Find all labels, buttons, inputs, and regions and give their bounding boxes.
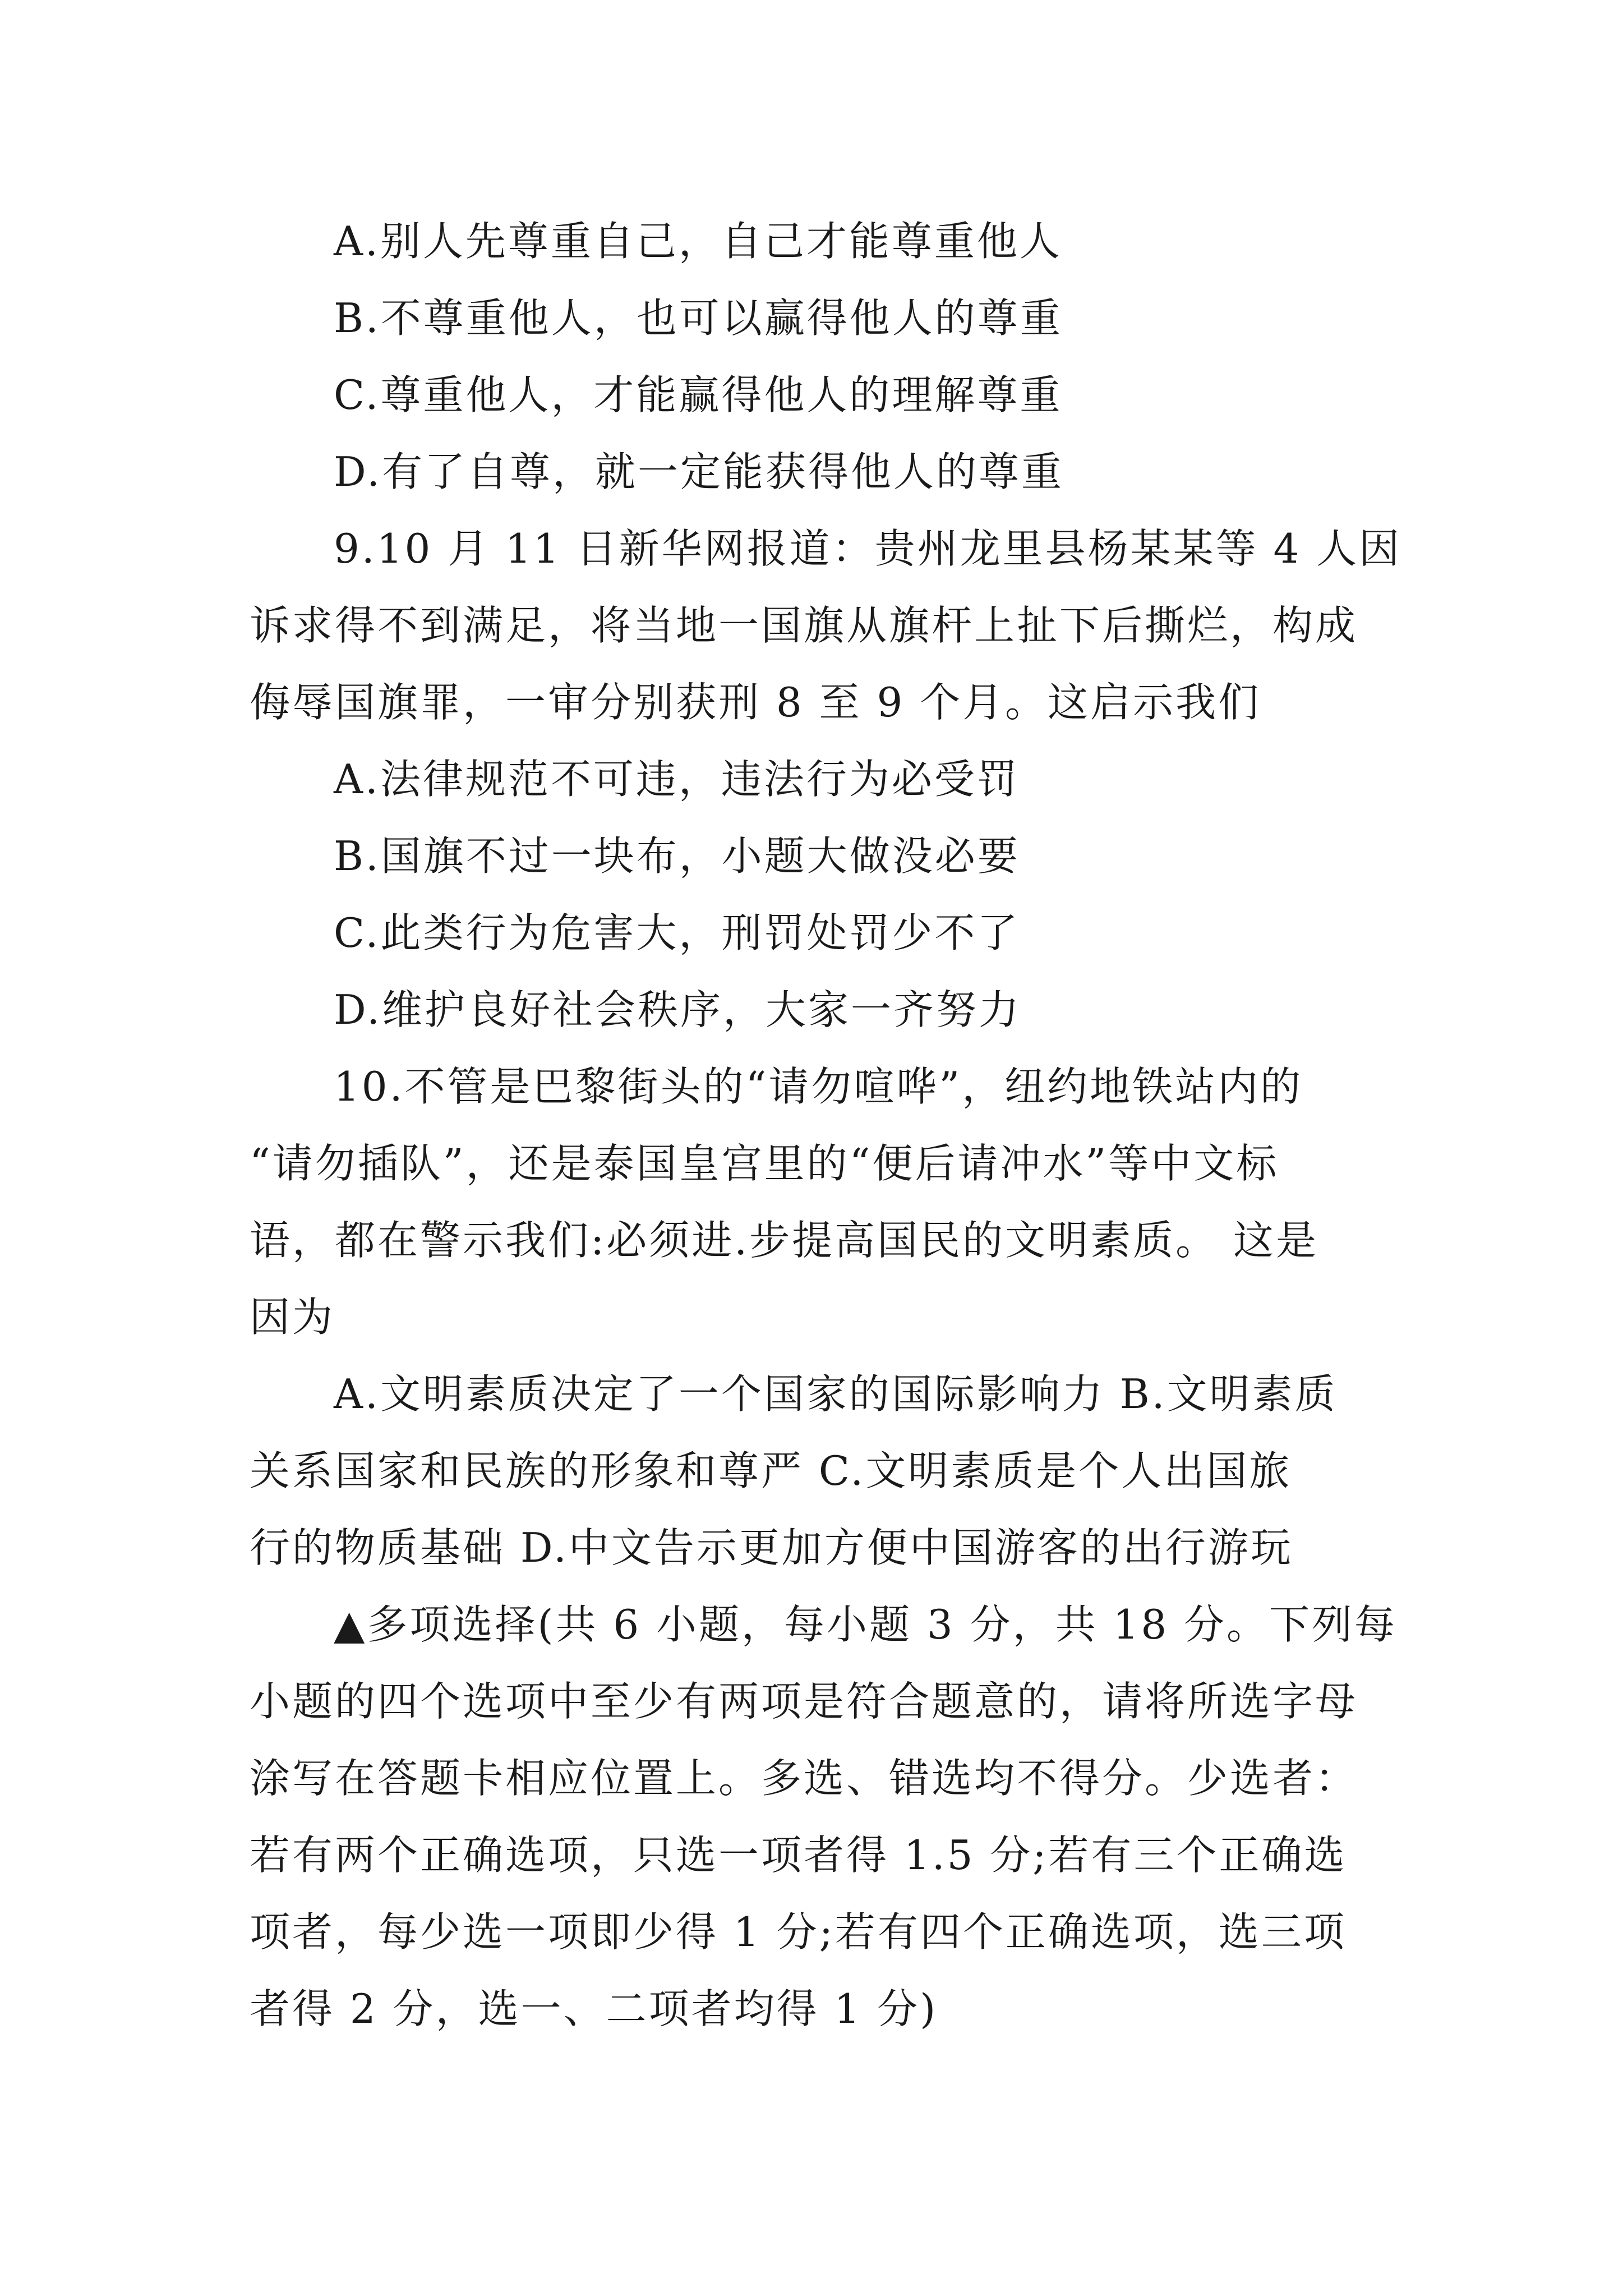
q10-stem-line-1: 10.不管是巴黎街头的“请勿喧哗”，纽约地铁站内的 <box>334 1063 1303 1110</box>
section-instructions-line-3: 涂写在答题卡相应位置上。多选、错选均不得分。少选者： <box>250 1755 1358 1802</box>
q9-stem-line-1: 9.10 月 11 日新华网报道：贵州龙里县杨某某等 4 人因 <box>334 525 1402 572</box>
q9-stem-line-3: 侮辱国旗罪，一审分别获刑 8 至 9 个月。这启示我们 <box>250 679 1261 726</box>
section-instructions-line-2: 小题的四个选项中至少有两项是符合题意的，请将所选字母 <box>250 1678 1358 1725</box>
q10-stem-line-3: 语，都在警示我们:必须进.步提高国民的文明素质。 这是 <box>250 1217 1319 1264</box>
section-instructions-line-6: 者得 2 分，选一、二项者均得 1 分) <box>250 1985 938 2032</box>
q10-options-line-2: 关系国家和民族的形象和尊严 C.文明素质是个人出国旅 <box>250 1447 1292 1494</box>
q8-option-c: C.尊重他人，才能赢得他人的理解尊重 <box>334 371 1063 418</box>
section-instructions-line-5: 项者，每少选一项即少得 1 分;若有四个正确选项，选三项 <box>250 1908 1347 1955</box>
q8-option-b: B.不尊重他人，也可以赢得他人的尊重 <box>334 295 1063 342</box>
q9-option-d: D.维护良好社会秩序，大家一齐努力 <box>334 986 1022 1033</box>
q8-option-a: A.别人先尊重自己，自己才能尊重他人 <box>334 218 1062 265</box>
section-instructions-line-4: 若有两个正确选项，只选一项者得 1.5 分;若有三个正确选 <box>250 1832 1347 1879</box>
q9-stem-line-2: 诉求得不到满足，将当地一国旗从旗杆上扯下后撕烂，构成 <box>250 602 1358 649</box>
q9-option-b: B.国旗不过一块布，小题大做没必要 <box>334 832 1020 880</box>
q9-option-a: A.法律规范不可违，违法行为必受罚 <box>334 756 1020 803</box>
q10-options-line-3: 行的物质基础 D.中文告示更加方便中国游客的出行游玩 <box>250 1524 1293 1571</box>
section-instructions-line-1: ▲多项选择(共 6 小题，每小题 3 分，共 18 分。下列每 <box>334 1601 1398 1648</box>
q8-option-d: D.有了自尊，就一定能获得他人的尊重 <box>334 448 1064 495</box>
q10-stem-line-4: 因为 <box>250 1294 335 1341</box>
q10-stem-line-2: “请勿插队”，还是泰国皇宫里的“便后请冲水”等中文标 <box>250 1140 1279 1187</box>
q10-options-line-1: A.文明素质决定了一个国家的国际影响力 B.文明素质 <box>334 1370 1338 1418</box>
q9-option-c: C.此类行为危害大，刑罚处罚少不了 <box>334 909 1020 956</box>
